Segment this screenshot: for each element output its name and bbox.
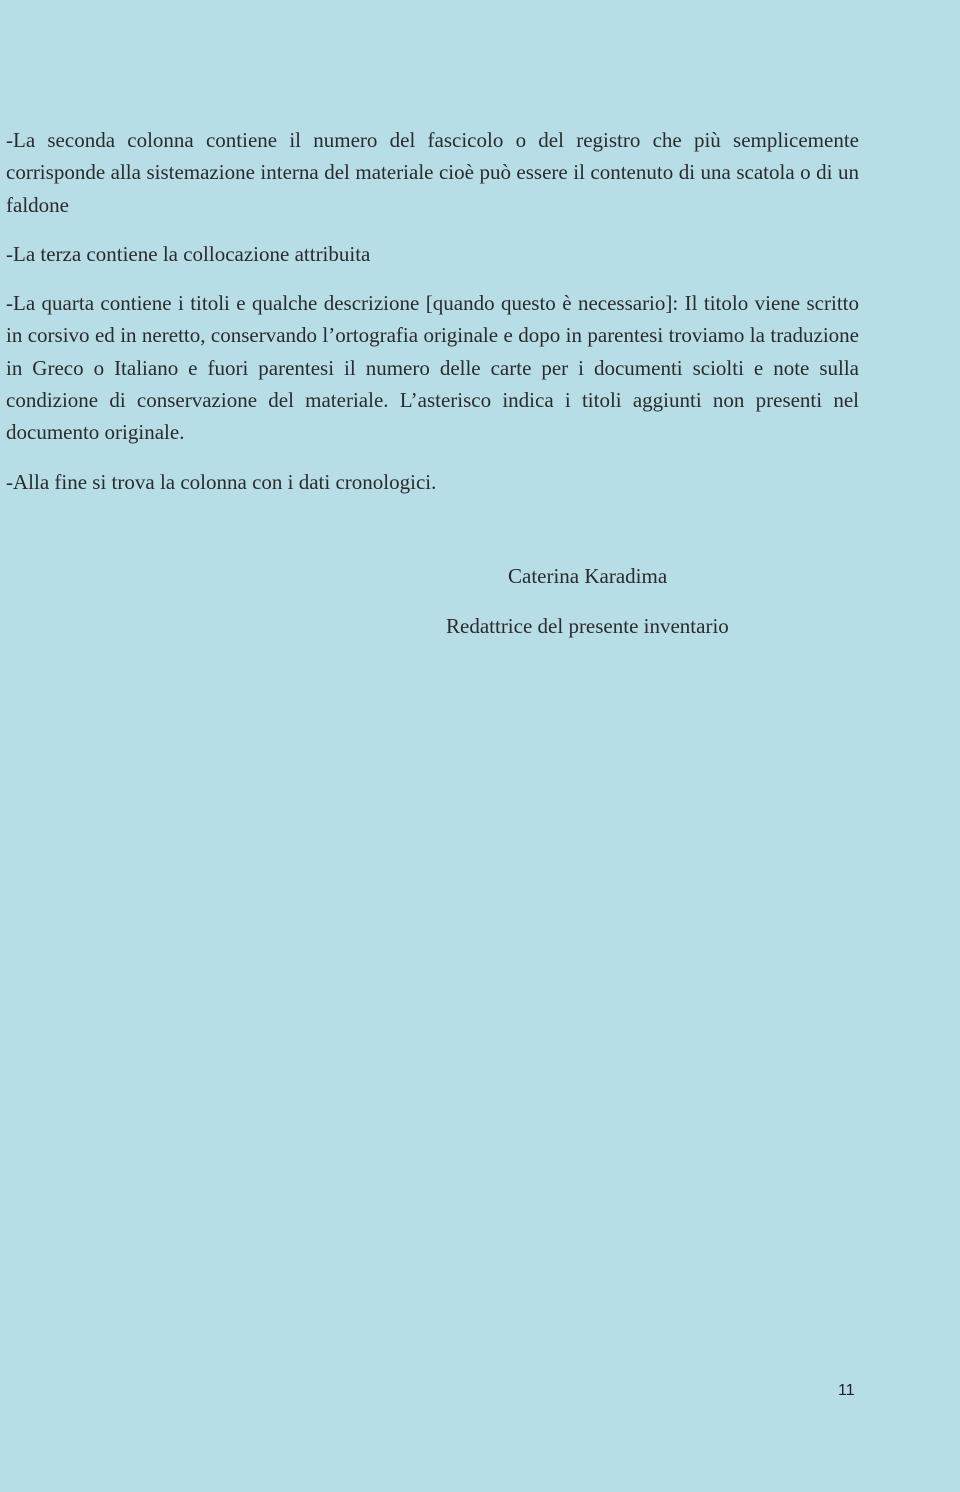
page-number: 11 xyxy=(838,1382,855,1399)
paragraph-final-column: -Alla fine si trova la colonna con i dati cronologici. xyxy=(6,470,437,494)
paragraph-second-column: -La seconda colonna contiene il numero del fascicolo o del registro che più semplicemente corrisponde alla sistemazione interna del materiale cioè può essere il contenuto di una scatola o di un faldone xyxy=(6,128,859,217)
signature-name: Caterina Karadima xyxy=(508,564,668,588)
signature-role: Redattrice del presente inventario xyxy=(446,614,729,638)
paragraph-fourth-column: -La quarta contiene i titoli e qualche descrizione [quando questo è necessario]: Il titolo viene scritto in corsivo ed in neretto, conservando l’ortografia originale e dopo in parentesi troviamo la traduzione in Greco o Italiano e fuori parentesi il numero delle carte per i documenti sciolti e note sulla condizione di conservazione del materiale. L’asterisco indica i titoli aggiunti non presenti nel documento originale. xyxy=(6,291,859,445)
paragraph-third-column: -La terza contiene la collocazione attribuita xyxy=(6,242,371,266)
